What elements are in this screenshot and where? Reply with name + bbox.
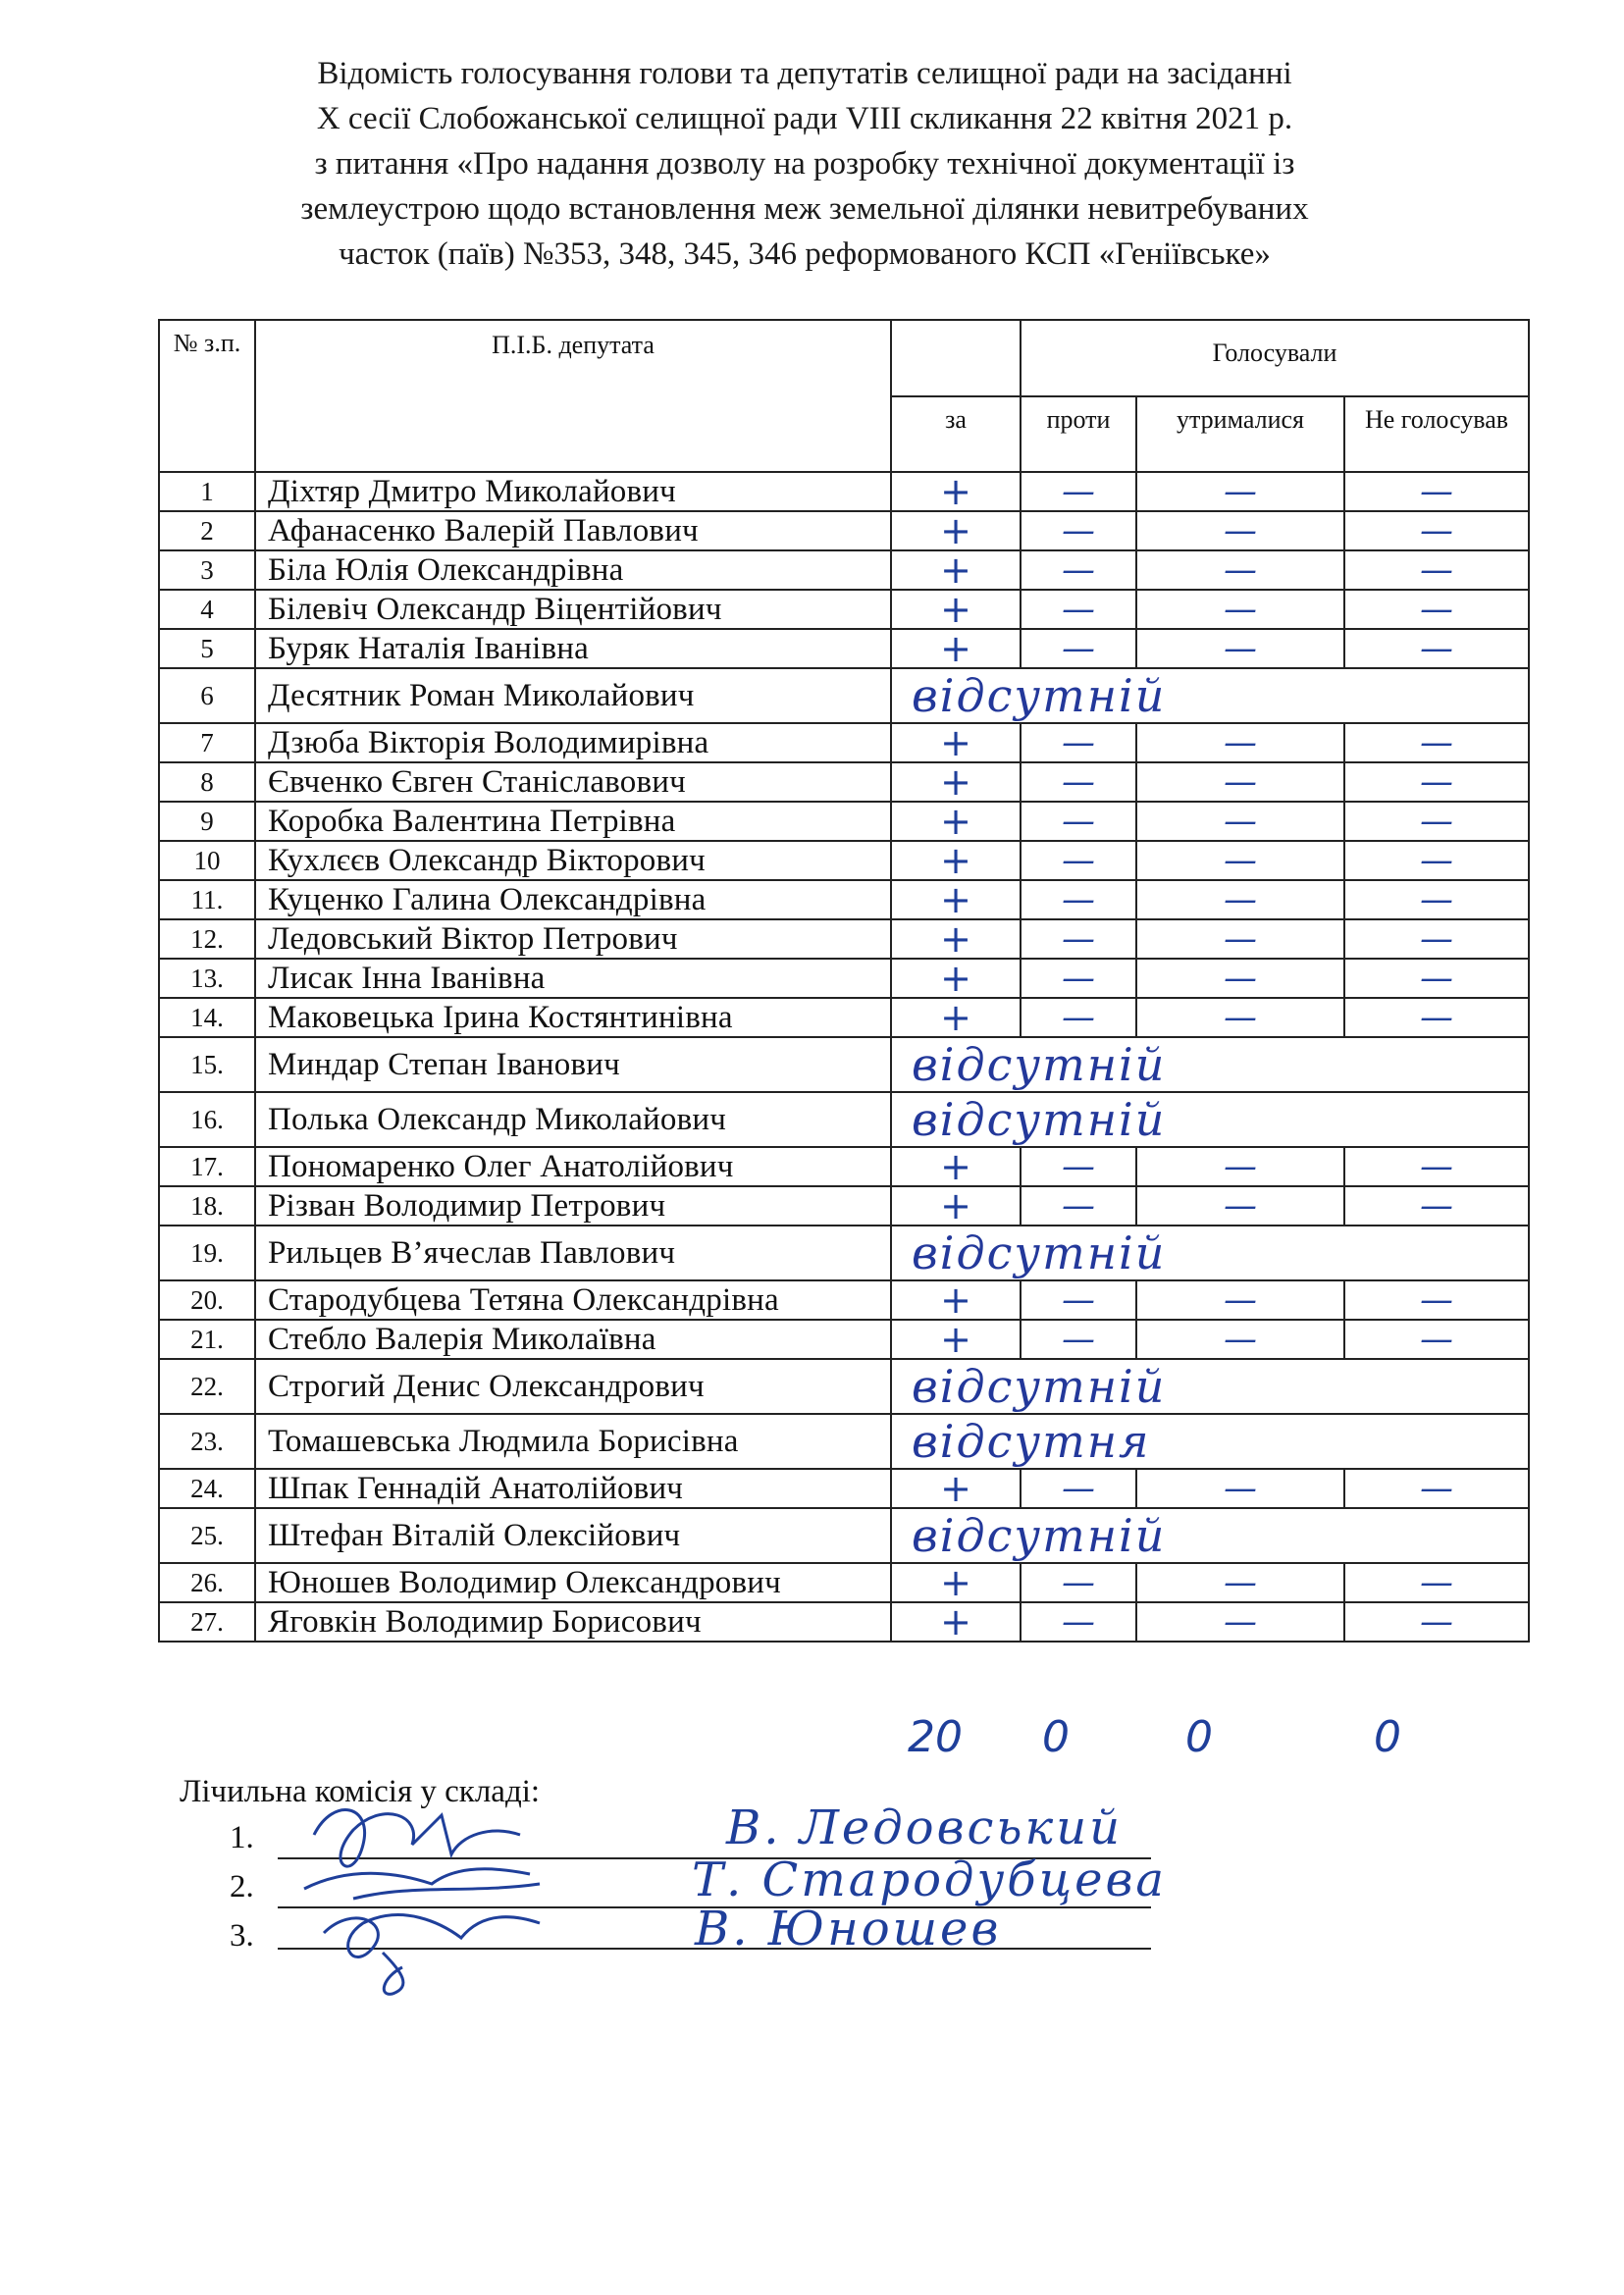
vote-abstained: — bbox=[1136, 629, 1344, 668]
vote-abstained: — bbox=[1136, 1320, 1344, 1359]
deputy-name: Коробка Валентина Петрівна bbox=[255, 802, 891, 841]
commission-label: Лічильна комісія у складі: bbox=[180, 1774, 541, 1809]
row-number: 22. bbox=[159, 1359, 255, 1414]
table-row bbox=[159, 472, 1529, 511]
vote-abstained: — bbox=[1136, 959, 1344, 998]
table-row bbox=[159, 1359, 1529, 1414]
vote-for: + bbox=[891, 1469, 1021, 1508]
table-row bbox=[159, 1320, 1529, 1359]
absent-mark: відсутній bbox=[891, 1092, 1529, 1147]
vote-abstained: — bbox=[1136, 511, 1344, 550]
row-number: 11. bbox=[159, 880, 255, 919]
header-for: за bbox=[891, 396, 1021, 472]
header-not-voted: Не голосував bbox=[1344, 396, 1529, 472]
table-row bbox=[159, 1508, 1529, 1563]
deputy-name: Полька Олександр Миколайович bbox=[255, 1092, 891, 1147]
vote-for: + bbox=[891, 1320, 1021, 1359]
vote-abstained: — bbox=[1136, 472, 1344, 511]
vote-abstained: — bbox=[1136, 841, 1344, 880]
signature-scribble-1 bbox=[294, 1776, 589, 2002]
row-number: 16. bbox=[159, 1092, 255, 1147]
row-number: 21. bbox=[159, 1320, 255, 1359]
vote-not-voted: — bbox=[1344, 880, 1529, 919]
row-number: 7 bbox=[159, 723, 255, 762]
table-row bbox=[159, 1226, 1529, 1280]
member-name: В. Ледовський bbox=[726, 1800, 1124, 1855]
absent-mark: відсутній bbox=[891, 668, 1529, 723]
vote-for: + bbox=[891, 1147, 1021, 1186]
total-not-voted: 0 bbox=[1374, 1712, 1401, 1762]
vote-not-voted: — bbox=[1344, 919, 1529, 959]
vote-for: + bbox=[891, 998, 1021, 1037]
row-number: 20. bbox=[159, 1280, 255, 1320]
table-row bbox=[159, 668, 1529, 723]
absent-mark: відсутня bbox=[891, 1414, 1529, 1469]
deputy-name: Різван Володимир Петрович bbox=[255, 1186, 891, 1226]
table-row bbox=[159, 998, 1529, 1037]
vote-against: — bbox=[1021, 472, 1136, 511]
table-row bbox=[159, 880, 1529, 919]
vote-for: + bbox=[891, 1602, 1021, 1642]
vote-against: — bbox=[1021, 1186, 1136, 1226]
table-row bbox=[159, 1563, 1529, 1602]
vote-against: — bbox=[1021, 1280, 1136, 1320]
vote-for: + bbox=[891, 1563, 1021, 1602]
header-against: проти bbox=[1021, 396, 1136, 472]
vote-for: + bbox=[891, 919, 1021, 959]
title-line: землеустрою щодо встановлення меж земельної ділянки невитребуваних bbox=[300, 191, 1309, 227]
row-number: 14. bbox=[159, 998, 255, 1037]
vote-abstained: — bbox=[1136, 550, 1344, 590]
vote-for: + bbox=[891, 1186, 1021, 1226]
absent-mark: відсутній bbox=[891, 1226, 1529, 1280]
deputy-name: Дзюба Вікторія Володимирівна bbox=[255, 723, 891, 762]
vote-abstained: — bbox=[1136, 919, 1344, 959]
vote-for: + bbox=[891, 472, 1021, 511]
vote-against: — bbox=[1021, 1320, 1136, 1359]
row-number: 23. bbox=[159, 1414, 255, 1469]
vote-against: — bbox=[1021, 550, 1136, 590]
deputy-name: Євченко Євген Станіславович bbox=[255, 762, 891, 802]
row-number: 10 bbox=[159, 841, 255, 880]
table-row bbox=[159, 1186, 1529, 1226]
vote-not-voted: — bbox=[1344, 1320, 1529, 1359]
deputy-name: Лисак Інна Іванівна bbox=[255, 959, 891, 998]
vote-not-voted: — bbox=[1344, 1602, 1529, 1642]
header-abstained: утрималися bbox=[1136, 396, 1344, 472]
deputy-name: Юношев Володимир Олександрович bbox=[255, 1563, 891, 1602]
vote-against: — bbox=[1021, 723, 1136, 762]
vote-not-voted: — bbox=[1344, 590, 1529, 629]
row-number: 15. bbox=[159, 1037, 255, 1092]
row-number: 4 bbox=[159, 590, 255, 629]
vote-against: — bbox=[1021, 511, 1136, 550]
deputy-name: Куценко Галина Олександрівна bbox=[255, 880, 891, 919]
vote-not-voted: — bbox=[1344, 1469, 1529, 1508]
table-row bbox=[159, 1037, 1529, 1092]
table-row bbox=[159, 723, 1529, 762]
vote-against: — bbox=[1021, 1563, 1136, 1602]
deputy-name: Строгий Денис Олександрович bbox=[255, 1359, 891, 1414]
vote-for: + bbox=[891, 762, 1021, 802]
table-row bbox=[159, 841, 1529, 880]
deputy-name: Діхтяр Дмитро Миколайович bbox=[255, 472, 891, 511]
vote-abstained: — bbox=[1136, 998, 1344, 1037]
deputy-name: Десятник Роман Миколайович bbox=[255, 668, 891, 723]
deputy-name: Буряк Наталія Іванівна bbox=[255, 629, 891, 668]
table-row bbox=[159, 1414, 1529, 1469]
vote-not-voted: — bbox=[1344, 723, 1529, 762]
vote-abstained: — bbox=[1136, 880, 1344, 919]
voting-table bbox=[158, 319, 1530, 1643]
row-number: 2 bbox=[159, 511, 255, 550]
vote-abstained: — bbox=[1136, 1563, 1344, 1602]
vote-not-voted: — bbox=[1344, 550, 1529, 590]
absent-mark: відсутній bbox=[891, 1037, 1529, 1092]
deputy-name: Ледовський Віктор Петрович bbox=[255, 919, 891, 959]
table-row bbox=[159, 802, 1529, 841]
vote-for: + bbox=[891, 880, 1021, 919]
deputy-name: Стародубцева Тетяна Олександрівна bbox=[255, 1280, 891, 1320]
title-line: X сесії Слобожанської селищної ради VIII скликання 22 квітня 2021 р. bbox=[316, 101, 1293, 136]
vote-not-voted: — bbox=[1344, 511, 1529, 550]
vote-abstained: — bbox=[1136, 590, 1344, 629]
absent-mark: відсутній bbox=[891, 1359, 1529, 1414]
vote-for: + bbox=[891, 1280, 1021, 1320]
deputy-name: Кухлєєв Олександр Вікторович bbox=[255, 841, 891, 880]
header-name: П.І.Б. депутата bbox=[255, 320, 891, 472]
vote-for: + bbox=[891, 802, 1021, 841]
vote-against: — bbox=[1021, 629, 1136, 668]
table-row bbox=[159, 919, 1529, 959]
table-row bbox=[159, 1469, 1529, 1508]
header-voted: Голосували bbox=[1021, 320, 1529, 396]
vote-abstained: — bbox=[1136, 762, 1344, 802]
row-number: 27. bbox=[159, 1602, 255, 1642]
deputy-name: Пономаренко Олег Анатолійович bbox=[255, 1147, 891, 1186]
vote-for: + bbox=[891, 550, 1021, 590]
deputy-name: Білевіч Олександр Віцентійович bbox=[255, 590, 891, 629]
vote-for: + bbox=[891, 841, 1021, 880]
deputy-name: Миндар Степан Іванович bbox=[255, 1037, 891, 1092]
vote-not-voted: — bbox=[1344, 1563, 1529, 1602]
title-line: часток (паїв) №353, 348, 345, 346 реформованого КСП «Геніївське» bbox=[339, 236, 1271, 272]
deputy-name: Штефан Віталій Олексійович bbox=[255, 1508, 891, 1563]
table-row bbox=[159, 1602, 1529, 1642]
vote-against: — bbox=[1021, 802, 1136, 841]
vote-not-voted: — bbox=[1344, 959, 1529, 998]
vote-not-voted: — bbox=[1344, 472, 1529, 511]
row-number: 19. bbox=[159, 1226, 255, 1280]
total-abstained: 0 bbox=[1185, 1712, 1213, 1762]
member-name: Т. Стародубцева bbox=[692, 1852, 1168, 1907]
deputy-name: Томашевська Людмила Борисівна bbox=[255, 1414, 891, 1469]
table-row bbox=[159, 550, 1529, 590]
table-row bbox=[159, 511, 1529, 550]
vote-against: — bbox=[1021, 841, 1136, 880]
header-empty bbox=[891, 320, 1021, 396]
title-line: Відомість голосування голови та депутатів селищної ради на засіданні bbox=[317, 56, 1292, 91]
vote-abstained: — bbox=[1136, 802, 1344, 841]
row-number: 8 bbox=[159, 762, 255, 802]
vote-against: — bbox=[1021, 1147, 1136, 1186]
vote-for: + bbox=[891, 511, 1021, 550]
deputy-name: Маковецька Ірина Костянтинівна bbox=[255, 998, 891, 1037]
vote-for: + bbox=[891, 723, 1021, 762]
vote-against: — bbox=[1021, 998, 1136, 1037]
row-number: 25. bbox=[159, 1508, 255, 1563]
total-for: 20 bbox=[908, 1712, 963, 1762]
deputy-name: Рильцев В’ячеслав Павлович bbox=[255, 1226, 891, 1280]
row-number: 3 bbox=[159, 550, 255, 590]
table-row bbox=[159, 959, 1529, 998]
member-index: 2. bbox=[230, 1869, 254, 1904]
table-body bbox=[159, 472, 1529, 1642]
deputy-name: Афанасенко Валерій Павлович bbox=[255, 511, 891, 550]
member-name: В. Юношев bbox=[695, 1902, 1002, 1956]
table-row bbox=[159, 590, 1529, 629]
vote-abstained: — bbox=[1136, 1147, 1344, 1186]
vote-against: — bbox=[1021, 1469, 1136, 1508]
absent-mark: відсутній bbox=[891, 1508, 1529, 1563]
vote-against: — bbox=[1021, 919, 1136, 959]
row-number: 5 bbox=[159, 629, 255, 668]
vote-not-voted: — bbox=[1344, 998, 1529, 1037]
vote-not-voted: — bbox=[1344, 1186, 1529, 1226]
vote-against: — bbox=[1021, 590, 1136, 629]
deputy-name: Стебло Валерія Миколаївна bbox=[255, 1320, 891, 1359]
vote-against: — bbox=[1021, 880, 1136, 919]
row-number: 26. bbox=[159, 1563, 255, 1602]
table-row bbox=[159, 1147, 1529, 1186]
member-index: 3. bbox=[230, 1918, 254, 1954]
vote-for: + bbox=[891, 590, 1021, 629]
header-number: № з.п. bbox=[159, 320, 255, 472]
vote-abstained: — bbox=[1136, 1186, 1344, 1226]
row-number: 1 bbox=[159, 472, 255, 511]
total-against: 0 bbox=[1042, 1712, 1070, 1762]
vote-abstained: — bbox=[1136, 1280, 1344, 1320]
row-number: 18. bbox=[159, 1186, 255, 1226]
vote-not-voted: — bbox=[1344, 762, 1529, 802]
table-row bbox=[159, 629, 1529, 668]
deputy-name: Яговкін Володимир Борисович bbox=[255, 1602, 891, 1642]
table-row bbox=[159, 1280, 1529, 1320]
vote-against: — bbox=[1021, 959, 1136, 998]
vote-for: + bbox=[891, 959, 1021, 998]
document-title bbox=[196, 51, 1413, 277]
vote-not-voted: — bbox=[1344, 629, 1529, 668]
row-number: 13. bbox=[159, 959, 255, 998]
vote-for: + bbox=[891, 629, 1021, 668]
table-row bbox=[159, 762, 1529, 802]
vote-not-voted: — bbox=[1344, 841, 1529, 880]
row-number: 17. bbox=[159, 1147, 255, 1186]
vote-against: — bbox=[1021, 1602, 1136, 1642]
vote-not-voted: — bbox=[1344, 1147, 1529, 1186]
row-number: 9 bbox=[159, 802, 255, 841]
vote-against: — bbox=[1021, 762, 1136, 802]
title-line: з питання «Про надання дозволу на розробку технічної документації із bbox=[314, 146, 1295, 182]
table-row bbox=[159, 1092, 1529, 1147]
member-index: 1. bbox=[230, 1820, 254, 1855]
vote-not-voted: — bbox=[1344, 1280, 1529, 1320]
row-number: 6 bbox=[159, 668, 255, 723]
vote-abstained: — bbox=[1136, 1602, 1344, 1642]
vote-abstained: — bbox=[1136, 1469, 1344, 1508]
vote-abstained: — bbox=[1136, 723, 1344, 762]
deputy-name: Біла Юлія Олександрівна bbox=[255, 550, 891, 590]
row-number: 24. bbox=[159, 1469, 255, 1508]
deputy-name: Шпак Геннадій Анатолійович bbox=[255, 1469, 891, 1508]
vote-not-voted: — bbox=[1344, 802, 1529, 841]
row-number: 12. bbox=[159, 919, 255, 959]
